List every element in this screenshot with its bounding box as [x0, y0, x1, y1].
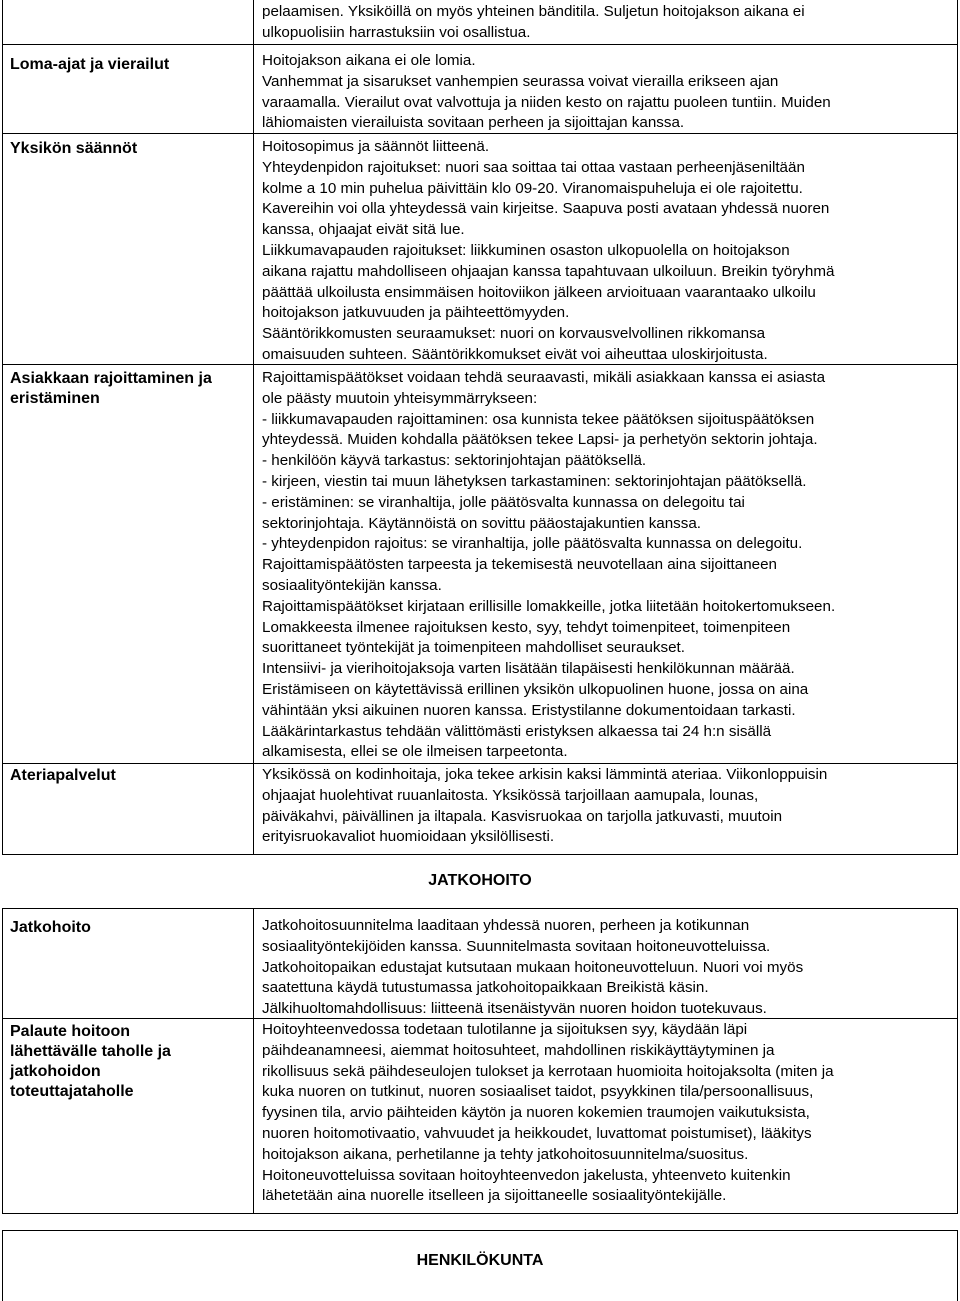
paragraph-line: sektorinjohtaja. Käytännöistä on sovittu pääostajakuntien kanssa.: [262, 514, 702, 532]
paragraph-line: päihdeanamneesi, aiemmat hoitosuhteet, mahdollinen riskikäyttäytyminen ja: [262, 1041, 775, 1059]
paragraph-line: omaisuuden suhteen. Sääntörikkomukset eivät voi aiheuttaa uloskirjoitusta.: [262, 345, 768, 363]
paragraph-line: sosiaalityöntekijöiden kanssa. Suunnitelmasta sovitaan hoitoneuvotteluissa.: [262, 937, 771, 955]
paragraph-line: Rajoittamispäätökset voidaan tehdä seuraavasti, mikäli asiakkaan kanssa ei asiasta: [262, 369, 826, 386]
paragraph-line: saatettuna käydä tutustumassa jatkohoitopaikkaan Breikistä käsin.: [262, 979, 709, 997]
paragraph-line: kolme a 10 min puhelua päivittäin klo 09-20. Viranomaispuheluja ei ole rajoitettu.: [262, 179, 803, 197]
table3-top-border: [2, 1230, 958, 1231]
paragraph-line: ole päästy muutoin yhteisymmärrykseen:: [262, 389, 538, 407]
paragraph-line: aikana rajattu mahdolliseen ohjaajan kanssa tapahtuvaan ulkoiluun. Breikin työryhmä: [262, 262, 835, 280]
paragraph-line: erityisruokavaliot huomioidaan yksilöllisesti.: [262, 828, 555, 846]
paragraph-line: Hoitoyhteenvedossa todetaan tulotilanne ja sijoituksen syy, käydään läpi: [262, 1021, 748, 1038]
row-palaute-text: [262, 1020, 952, 1207]
paragraph-line: Liikkumavapauden rajoitukset: liikkuminen osaston ulkopuolella on hoitojakson: [262, 241, 790, 259]
row-loma-ajat-text: [262, 51, 952, 134]
paragraph-line: - henkilöön käyvä tarkastus: sektorinjohtajan päätöksellä.: [262, 452, 647, 470]
paragraph-line: lähiomaisten vierailuista sovitaan perheen ja sijoittajan kanssa.: [262, 114, 685, 132]
paragraph-line: Yksikössä on kodinhoitaja, joka tekee arkisin kaksi lämmintä ateriaa. Viikonloppuisin: [262, 766, 828, 783]
table2-top-border: [2, 908, 958, 909]
paragraph-line: ulkopuolisiin harrastuksiin voi osallistua.: [262, 23, 531, 41]
row-label-palaute: Palaute hoitoon lähettävälle taholle ja jatkohoidon toteuttajataholle: [10, 1023, 171, 1100]
paragraph-line: Jatkohoitosuunnitelma laaditaan yhdessä nuoren, perheen ja kotikunnan: [262, 917, 750, 934]
row-label-yksikon-saannot: Yksikön säännöt: [10, 140, 138, 157]
paragraph-line: nuoren hoitomotivaatio, vahvuudet ja heikkoudet, luvattomat poistumiset), lääkitys: [262, 1124, 812, 1142]
paragraph-line: - kirjeen, viestin tai muun lähetyksen tarkastaminen: sektorinjohtajan päätöksellä.: [262, 472, 807, 490]
paragraph-line: vähintään yksi aikuinen nuoren kanssa. Eristystilanne dokumentoidaan tarkasti.: [262, 701, 796, 719]
paragraph-line: pelaamisen. Yksiköillä on myös yhteinen bänditila. Suljetun hoitojakson aikana ei: [262, 3, 805, 20]
row-label-ateriapalvelut: Ateriapalvelut: [10, 767, 116, 784]
paragraph-line: Hoitosopimus ja säännöt liitteenä.: [262, 138, 490, 155]
paragraph-line: varaamalla. Vierailut ovat valvottuja ja niiden kesto on rajattu puoleen tuntiin. Muiden: [262, 93, 831, 111]
paragraph-line: Rajoittamispäätökset kirjataan erillisille lomakkeille, jotka liitetään hoitokertomukseen.: [262, 597, 836, 615]
paragraph-line: Yhteydenpidon rajoitukset: nuori saa soittaa tai ottaa vastaan perheenjäseniltään: [262, 158, 805, 176]
paragraph-line: Intensiivi- ja vierihoitojaksoja varten lisätään tilapäisesti henkilökunnan määrää.: [262, 660, 795, 678]
paragraph-line: alkamisesta, ellei se ole ilmeisen tarpeetonta.: [262, 743, 568, 761]
paragraph-line: kuka nuoren on tutkinut, nuoren sosiaaliset taidot, psyykkinen tila/persoonallisuus,: [262, 1083, 814, 1101]
paragraph-line: Lääkärintarkastus tehdään välittömästi eristyksen alkaessa tai 24 h:n sisällä: [262, 722, 772, 740]
paragraph-line: Hoitojakson aikana ei ole lomia.: [262, 52, 476, 69]
paragraph-line: - yhteydenpidon rajoitus: se viranhaltija, jolle päätösvalta kunnassa on delegoitu.: [262, 535, 803, 553]
table1-bottom-border: [2, 854, 958, 855]
paragraph-line: Kavereihin voi olla yhteydessä vain kirjeitse. Saapuva posti avataan yhdessä nuoren: [262, 200, 830, 218]
paragraph-line: Jälkihuoltomahdollisuus: liitteenä itsenäistyvän nuoren hoidon tuotekuvaus.: [262, 1000, 767, 1018]
table2-right-border: [957, 908, 958, 1214]
row-rajoittaminen-text: [262, 368, 952, 763]
paragraph-line: hoitojakson jatkuvuuden ja päihteettömyyden.: [262, 304, 570, 322]
paragraph-line: päättää ulkoilusta ensimmäisen hoitoviikon jälkeen arvioituaan vaarantaako ulkoilu: [262, 283, 816, 301]
table1-right-border: [957, 0, 958, 855]
paragraph-line: Eristämiseen on käytettävissä erillinen yksikön ulkopuolinen huone, jossa on aina: [262, 680, 809, 698]
row-label-loma-ajat: Loma-ajat ja vierailut: [10, 56, 170, 73]
table1-col-divider: [253, 0, 254, 855]
table2-left-border: [2, 908, 3, 1214]
table1-row-divider: [2, 763, 958, 764]
paragraph-line: - liikkumavapauden rajoittaminen: osa kunnista tekee päätöksen sijoituspäätöksen: [262, 410, 815, 428]
paragraph-line: hoitojakson aikana, perhetilanne ja tehty jatkohoitosuunnitelma/suositus.: [262, 1145, 749, 1163]
section-title-henkilokunta: HENKILÖKUNTA: [416, 1252, 544, 1269]
row-continuation-text: [262, 2, 952, 44]
paragraph-line: rikollisuus sekä päihdeseulojen tulokset ja kerrotaan huomioita hoitojaksolta (miten ja: [262, 1062, 834, 1080]
paragraph-line: ohjaajat huolehtivat ruuanlaitosta. Yksikössä tarjoillaan aamupala, lounas,: [262, 786, 759, 804]
table1-left-border: [2, 0, 3, 855]
paragraph-line: yhteydessä. Muiden kohdalla päätöksen tekee Lapsi- ja perhetyön sektorin johtaja.: [262, 431, 818, 449]
table2-col-divider: [253, 908, 254, 1214]
section-title-jatkohoito: JATKOHOITO: [428, 872, 532, 889]
row-label-rajoittaminen: Asiakkaan rajoittaminen ja eristäminen: [10, 370, 212, 407]
paragraph-line: Rajoittamispäätösten tarpeesta ja tekemisestä neuvotellaan aina sijoittaneen: [262, 556, 778, 574]
row-label-jatkohoito: Jatkohoito: [10, 919, 91, 936]
paragraph-line: päiväkahvi, päivällinen ja iltapala. Kasvisruokaa on tarjolla jatkuvasti, muutoin: [262, 807, 783, 825]
paragraph-line: kanssa, ohjaajat eivät sitä lue.: [262, 221, 465, 239]
row-yksikon-saannot-text: [262, 137, 952, 366]
paragraph-line: Jatkohoitopaikan edustajat kutsutaan mukaan hoitoneuvotteluun. Nuori voi myös: [262, 958, 804, 976]
paragraph-line: lähetetään aina nuorelle itselleen ja sijoittaneelle sosiaalityöntekijälle.: [262, 1187, 727, 1205]
table2-bottom-border: [2, 1213, 958, 1214]
paragraph-line: Hoitoneuvotteluissa sovitaan hoitoyhteenvedon jakelusta, yhteenveto kuitenkin: [262, 1166, 791, 1184]
paragraph-line: suorittaneet työntekijät ja toimenpiteen mahdolliset seuraukset.: [262, 639, 685, 657]
row-ateriapalvelut-text: [262, 765, 952, 848]
table1-row-divider: [2, 44, 958, 45]
paragraph-line: Vanhemmat ja sisarukset vanhempien seurassa voivat vierailla erikseen ajan: [262, 72, 779, 90]
paragraph-line: sosiaalityöntekijän kanssa.: [262, 576, 442, 594]
paragraph-line: - eristäminen: se viranhaltija, jolle päätösvalta kunnassa on delegoitu tai: [262, 493, 745, 511]
paragraph-line: Sääntörikkomusten seuraamukset: nuori on korvausvelvollinen rikkomansa: [262, 325, 766, 343]
row-jatkohoito-text: [262, 916, 952, 1020]
paragraph-line: fyysinen tila, arvio päihteiden käytön ja nuoren kokemien traumojen vaikutuksista,: [262, 1104, 810, 1122]
paragraph-line: Lomakkeesta ilmenee rajoituksen kesto, syy, tehdyt toimenpiteet, toimenpiteen: [262, 618, 791, 636]
